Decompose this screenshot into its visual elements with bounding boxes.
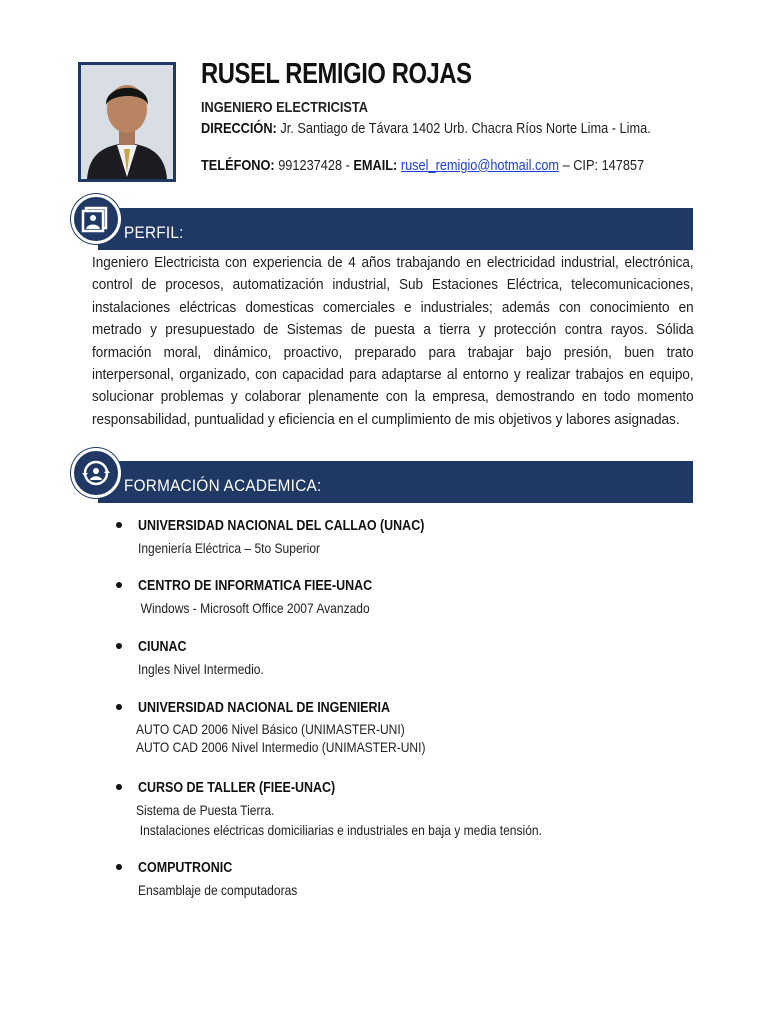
address-value: Jr. Santiago de Távara 1402 Urb. Chacra Ríos Norte Lima - Lima. [280,120,651,137]
education-detail: Sistema de Puesta Tierra. [136,802,275,818]
education-detail: Ingles Nivel Intermedio. [138,661,264,677]
graduation-icon [71,448,121,498]
bullet-icon [116,704,122,710]
education-item [116,700,716,780]
education-detail: Instalaciones eléctricas domiciliarias e industriales en baja y media tensión. [139,822,542,838]
contact-line [201,157,644,174]
education-institution: UNIVERSIDAD NACIONAL DE INGENIERIA [138,700,390,716]
education-institution: CIUNAC [138,639,187,655]
education-detail: Ensamblaje de computadoras [138,882,298,898]
address-line [201,120,651,137]
bullet-icon [116,522,122,528]
education-institution: UNIVERSIDAD NACIONAL DEL CALLAO (UNAC) [138,518,425,534]
candidate-name: RUSEL REMIGIO ROJAS [201,58,472,90]
education-detail: Ingeniería Eléctrica – 5to Superior [138,540,321,556]
education-item [116,639,716,700]
education-item [116,578,716,639]
education-institution: COMPUTRONIC [138,860,233,876]
profile-section-bar [98,208,693,250]
education-item [116,518,716,578]
profile-heading: PERFIL: [124,223,184,242]
education-detail: Windows - Microsoft Office 2007 Avanzado [140,600,370,616]
email-link[interactable]: rusel_remigio@hotmail.com [400,157,560,174]
profile-photo [78,62,176,182]
education-detail: AUTO CAD 2006 Nivel Básico (UNIMASTER-UNI) [136,721,405,737]
cip-value: – CIP: 147857 [562,157,645,174]
address-label: DIRECCIÓN: [201,120,277,137]
person-portrait-icon [81,65,173,179]
education-item [116,860,716,920]
education-list [116,518,716,920]
education-detail: AUTO CAD 2006 Nivel Intermedio (UNIMASTER-UNI) [136,739,426,755]
profile-photo-icon [71,194,121,244]
education-item [116,780,716,860]
education-institution: CURSO DE TALLER (FIEE-UNAC) [138,780,336,796]
bullet-icon [116,582,122,588]
phone-label: TELÉFONO: [201,157,275,174]
bullet-icon [116,864,122,870]
email-label: EMAIL: [353,157,398,174]
bullet-icon [116,643,122,649]
bullet-icon [116,784,122,790]
job-title: INGENIERO ELECTRICISTA [201,99,368,116]
phone-value: 991237428 - [278,157,350,174]
education-institution: CENTRO DE INFORMATICA FIEE-UNAC [138,578,373,594]
profile-text: Ingeniero Electricista con experiencia de 4 años trabajando en electricidad industrial, electrónica, control de procesos, automatización industrial, Sub Estaciones Eléctrica, telecomunicaciones, instalaciones eléctricas domesticas comerciales e industriales; además con conocimiento en metrado y presupuestado de Sistemas de puesta a tierra y protección contra rayos. Sólida formación moral, dinámico, proactivo, preparado para trabajar bajo presión, buen trato interpersonal, organizado, con capacidad para adaptarse al entorno y realizar trabajos en equipo, solucionar problemas y colaborar plenamente con la empresa, demostrando en todo momento responsabilidad, puntualidad y eficiencia en el cumplimiento de mis objetivos y labores asignadas. [92,254,694,428]
education-heading: FORMACIÓN ACADEMICA: [124,476,322,495]
